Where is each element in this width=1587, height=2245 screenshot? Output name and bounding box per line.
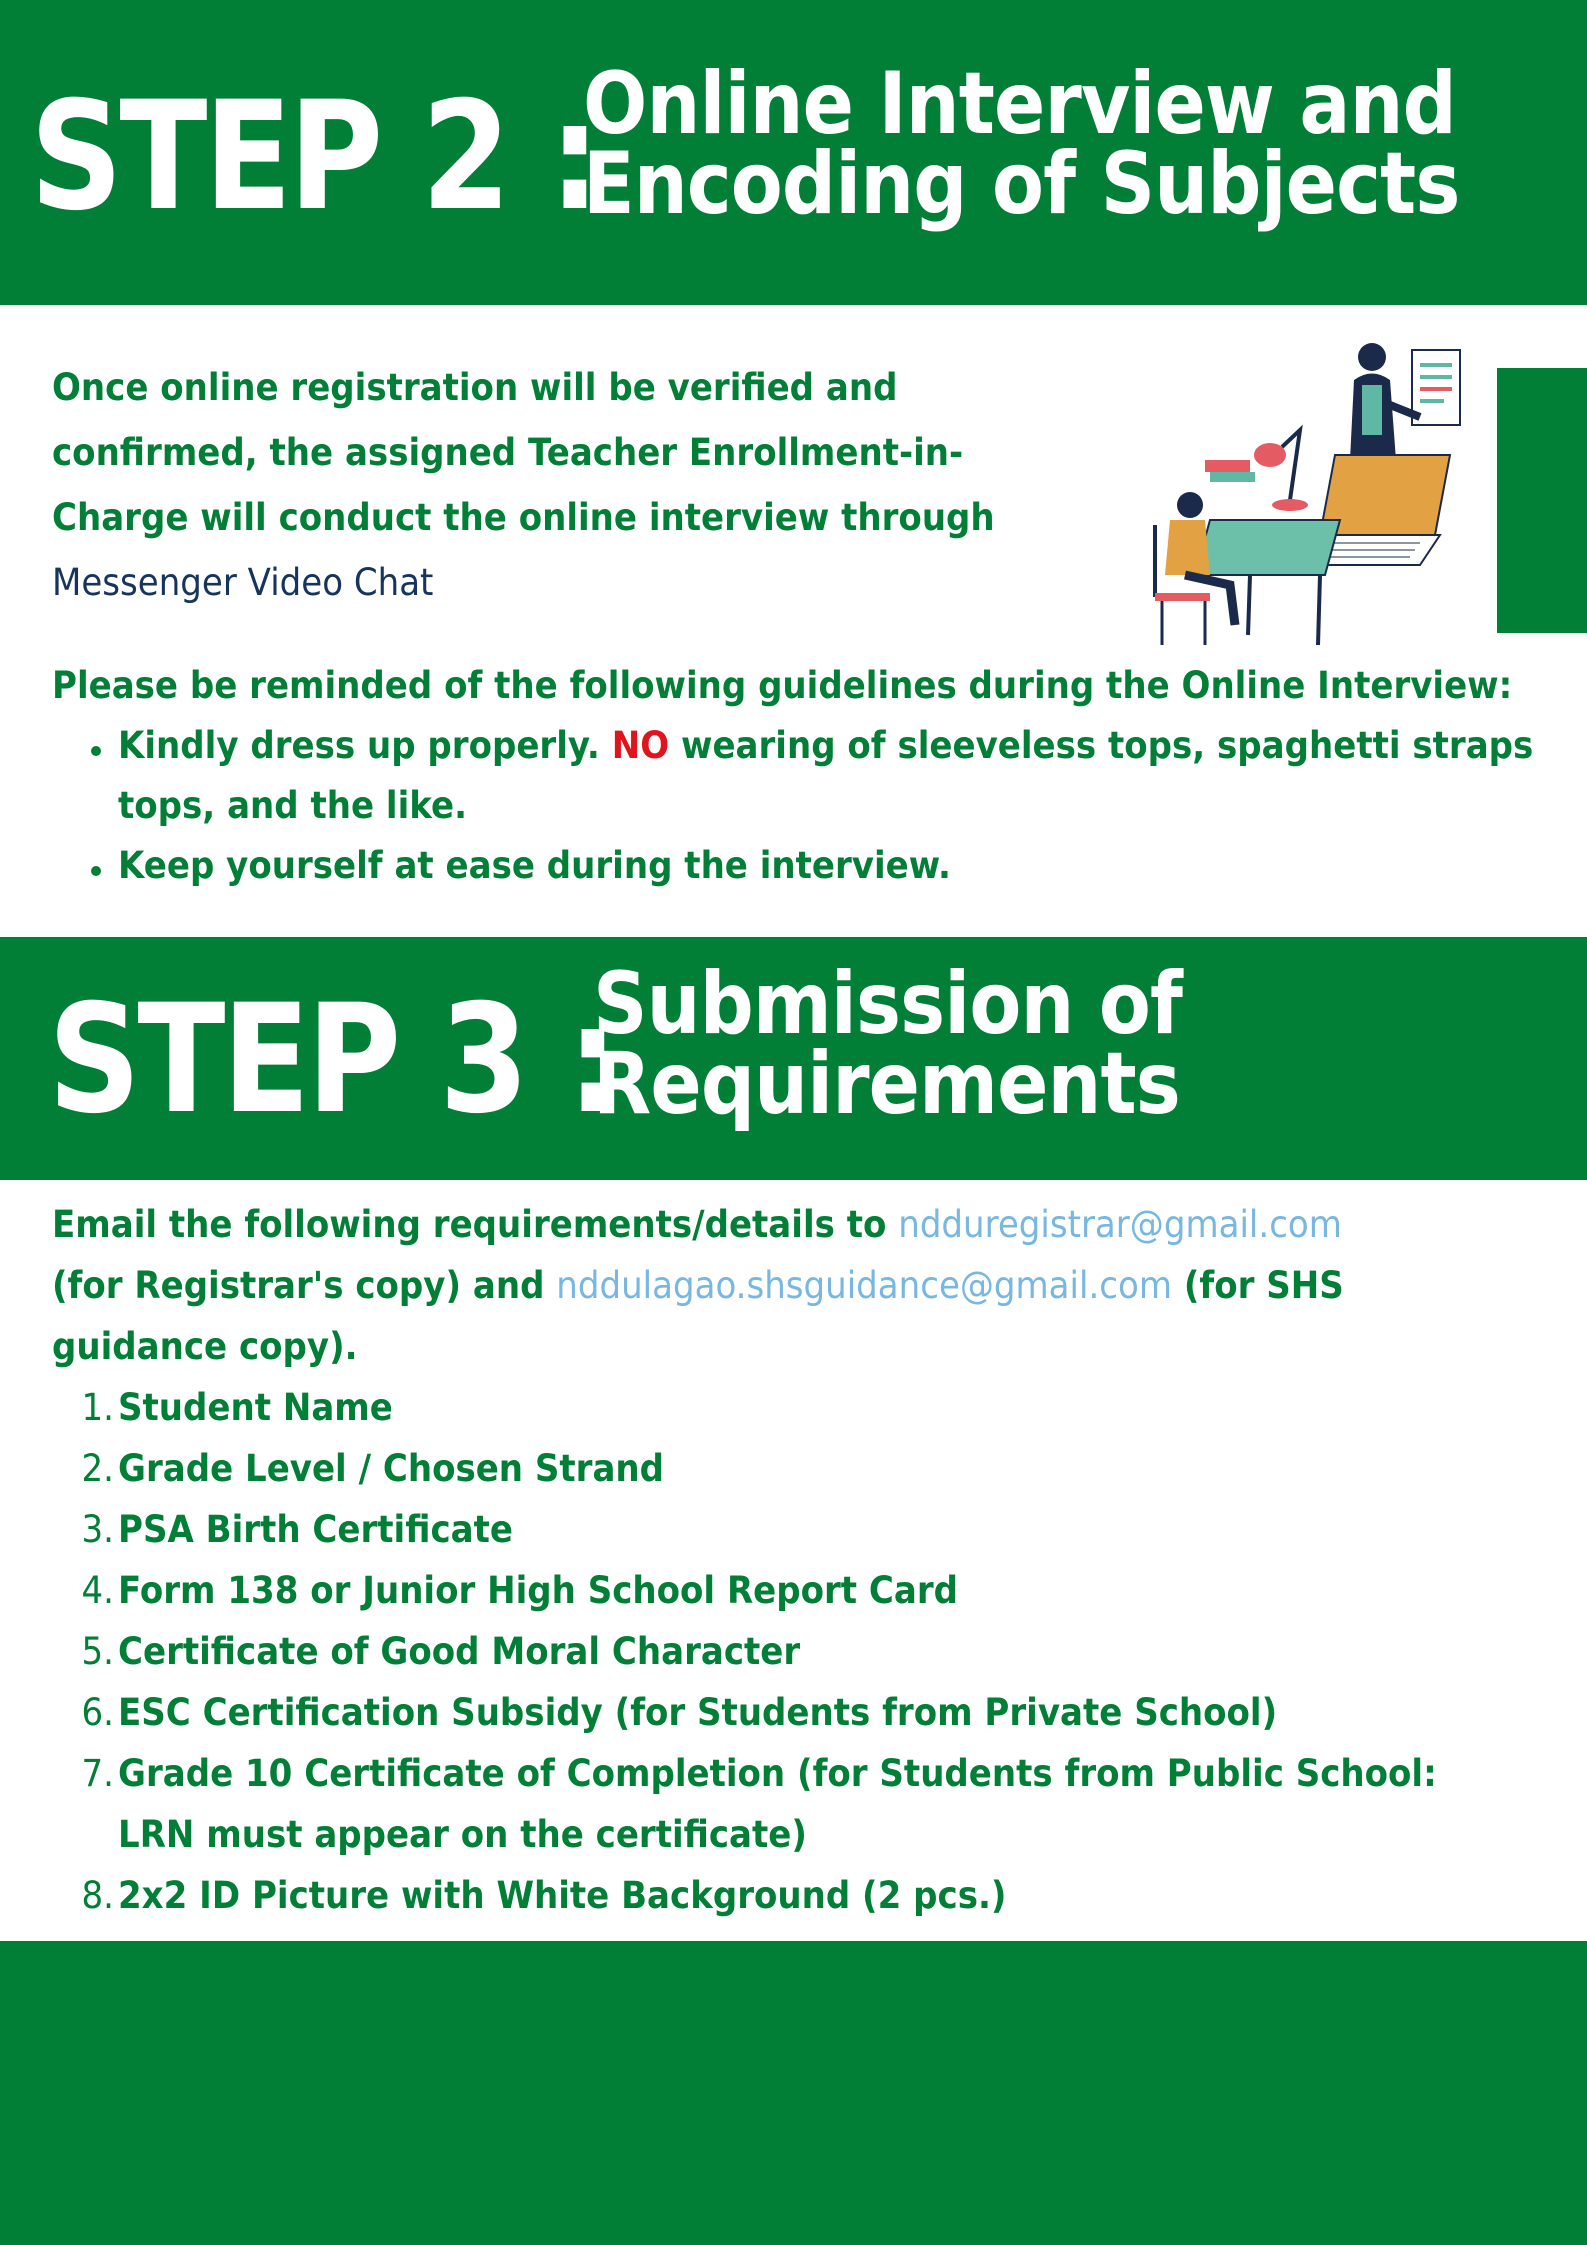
email-line-1 xyxy=(52,1203,1342,1246)
list-item: Form 138 or Junior High School Report Card xyxy=(118,1569,959,1612)
intro-line-1: Once online registration will be verified and xyxy=(52,366,898,409)
step2-title xyxy=(583,54,1460,234)
list-item: Certificate of Good Moral Character xyxy=(118,1630,801,1673)
list-item: Grade Level / Chosen Strand xyxy=(118,1447,665,1490)
list-number: 5. xyxy=(81,1630,114,1673)
intro-line-2: confirmed, the assigned Teacher Enrollment-in- xyxy=(52,431,964,474)
list-number: 6. xyxy=(81,1691,114,1734)
list-number: 7. xyxy=(81,1752,114,1795)
step2-number: STEP 2 : xyxy=(30,70,598,244)
guidelines-heading: Please be reminded of the following guidelines during the Online Interview: xyxy=(52,664,1513,707)
list-item-continuation: LRN must appear on the certificate) xyxy=(118,1813,807,1856)
guideline-1-emphasis: NO xyxy=(611,724,670,767)
email-after: (for SHS xyxy=(1183,1264,1344,1307)
email-line-2 xyxy=(52,1264,1344,1307)
list-number: 4. xyxy=(81,1569,114,1612)
list-item: PSA Birth Certificate xyxy=(118,1508,513,1551)
email-mid: (for Registrar's copy) and xyxy=(52,1264,545,1307)
email-intro: Email the following requirements/details to xyxy=(52,1203,887,1246)
guideline-1-rest: wearing of sleeveless tops, spaghetti straps xyxy=(681,724,1534,767)
step3-title-line1: Submission of xyxy=(593,954,1183,1054)
email-line-3: guidance copy). xyxy=(52,1325,358,1368)
guideline-2: Keep yourself at ease during the interview. xyxy=(118,844,951,887)
list-number: 1. xyxy=(81,1386,114,1429)
bullet-dot xyxy=(91,746,101,756)
step3-number: STEP 3 : xyxy=(48,973,616,1147)
guideline-1-prefix: Kindly dress up properly. xyxy=(118,724,600,767)
guideline-1 xyxy=(118,724,1533,767)
side-accent-block xyxy=(1497,368,1587,633)
guideline-1-line2: tops, and the like. xyxy=(118,784,468,827)
registrar-email-link[interactable]: ndduregistrar@gmail.com xyxy=(898,1203,1342,1246)
list-item: ESC Certification Subsidy (for Students from Private School) xyxy=(118,1691,1278,1734)
messenger-video-chat: Messenger Video Chat xyxy=(52,561,434,604)
step2-title-line2: Encoding of Subjects xyxy=(583,133,1460,234)
list-number: 3. xyxy=(81,1508,114,1551)
list-item: Grade 10 Certificate of Completion (for Students from Public School: xyxy=(118,1752,1437,1795)
list-number: 2. xyxy=(81,1447,114,1490)
intro-line-3: Charge will conduct the online interview through xyxy=(52,496,995,539)
list-item: 2x2 ID Picture with White Background (2 pcs.) xyxy=(118,1874,1007,1917)
footer-band xyxy=(0,1941,1587,2245)
guidance-email-link[interactable]: nddulagao.shsguidance@gmail.com xyxy=(556,1264,1172,1307)
step3-title xyxy=(593,954,1183,1134)
step3-title-line2: Requirements xyxy=(593,1033,1180,1134)
bullet-dot xyxy=(91,866,101,876)
list-number: 8. xyxy=(81,1874,114,1917)
list-item: Student Name xyxy=(118,1386,393,1429)
step2-title-line1: Online Interview and xyxy=(583,54,1456,154)
online-interview-illustration-icon xyxy=(1150,335,1470,655)
